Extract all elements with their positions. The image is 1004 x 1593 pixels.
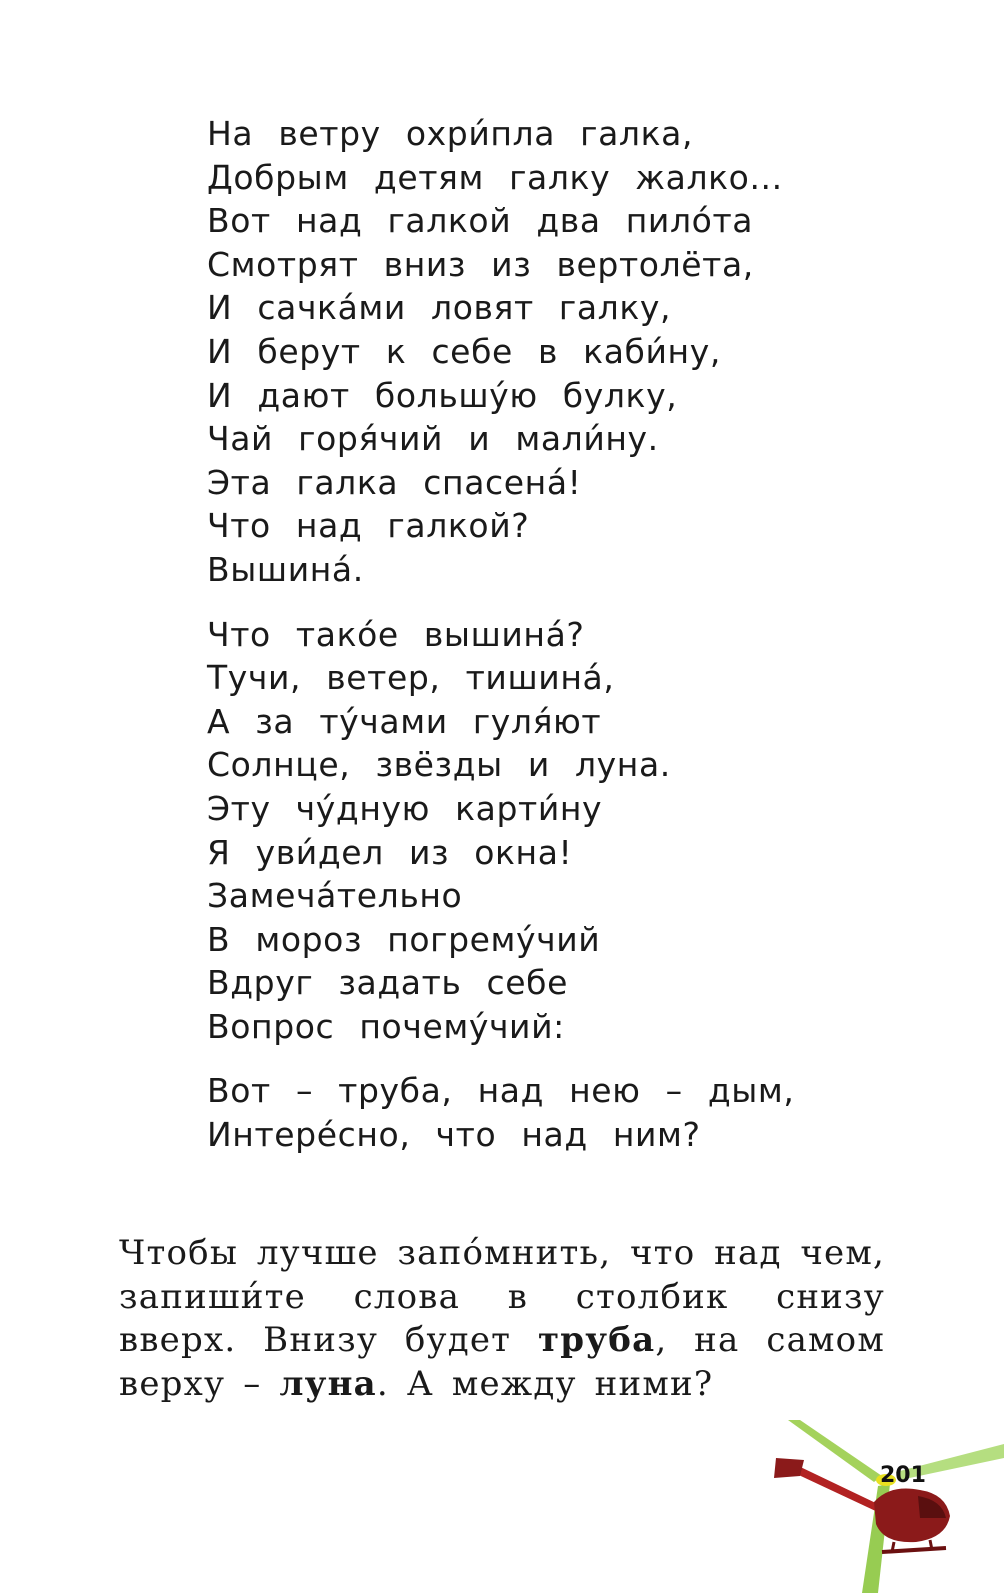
poem-line: Тучи, ветер, тишина́,: [207, 658, 615, 698]
poem-line: Я уви́дел из окна!: [207, 832, 573, 872]
poem-line: Смотрят вниз из вертолёта,: [207, 244, 754, 284]
task-text: Чтобы лучше запо́мнить, что над чем, запиши́те слова в столбик снизу вверх. Внизу будет: [119, 1233, 885, 1360]
poem-line: Вдруг задать себе: [207, 963, 569, 1003]
poem-line: Вот – труба, над нею – дым,: [207, 1071, 795, 1111]
poem-line: Что над галкой?: [207, 506, 530, 546]
poem-line: Вот над галкой два пило́та: [207, 201, 754, 241]
poem-line: А за ту́чами гуля́ют: [207, 701, 602, 741]
task-text: . А между ними?: [376, 1363, 714, 1404]
task-paragraph: [119, 1232, 885, 1406]
poem-line: Солнце, звёзды и луна.: [207, 745, 671, 785]
poem-line: И сачка́ми ловят галку,: [207, 288, 672, 328]
poem-line: Вышина́.: [207, 549, 364, 589]
task-keyword-top: луна: [279, 1363, 377, 1404]
poem-line: Что тако́е вышина́?: [207, 614, 585, 654]
task-keyword-bottom: труба: [538, 1320, 656, 1360]
poem-line: Интере́сно, что над ним?: [207, 1115, 701, 1155]
poem-stanza-3: [207, 1069, 847, 1156]
poem-stanza-2: [207, 613, 847, 1049]
poem-line: В мороз погрему́чий: [207, 919, 601, 959]
page-number: 201: [880, 1463, 926, 1488]
poem-line: На ветру охри́пла галка,: [207, 114, 694, 153]
poem-stanza-1: [207, 112, 847, 592]
poem: [207, 112, 847, 1157]
poem-line: Добрым детям галку жалко...: [207, 157, 783, 197]
poem-line: И берут к себе в каби́ну,: [207, 331, 721, 371]
poem-line: Вопрос почему́чий:: [207, 1006, 565, 1046]
task-text: , на самом верху –: [119, 1320, 885, 1404]
poem-line: Эта галка спасена́!: [207, 462, 582, 502]
helicopter-icon: [770, 1420, 1004, 1593]
poem-line: Замеча́тельно: [207, 876, 463, 916]
poem-line: Чай горя́чий и мали́ну.: [207, 419, 659, 459]
poem-line: И дают большу́ю булку,: [207, 375, 678, 415]
poem-line: Эту чу́дную карти́ну: [207, 788, 603, 828]
